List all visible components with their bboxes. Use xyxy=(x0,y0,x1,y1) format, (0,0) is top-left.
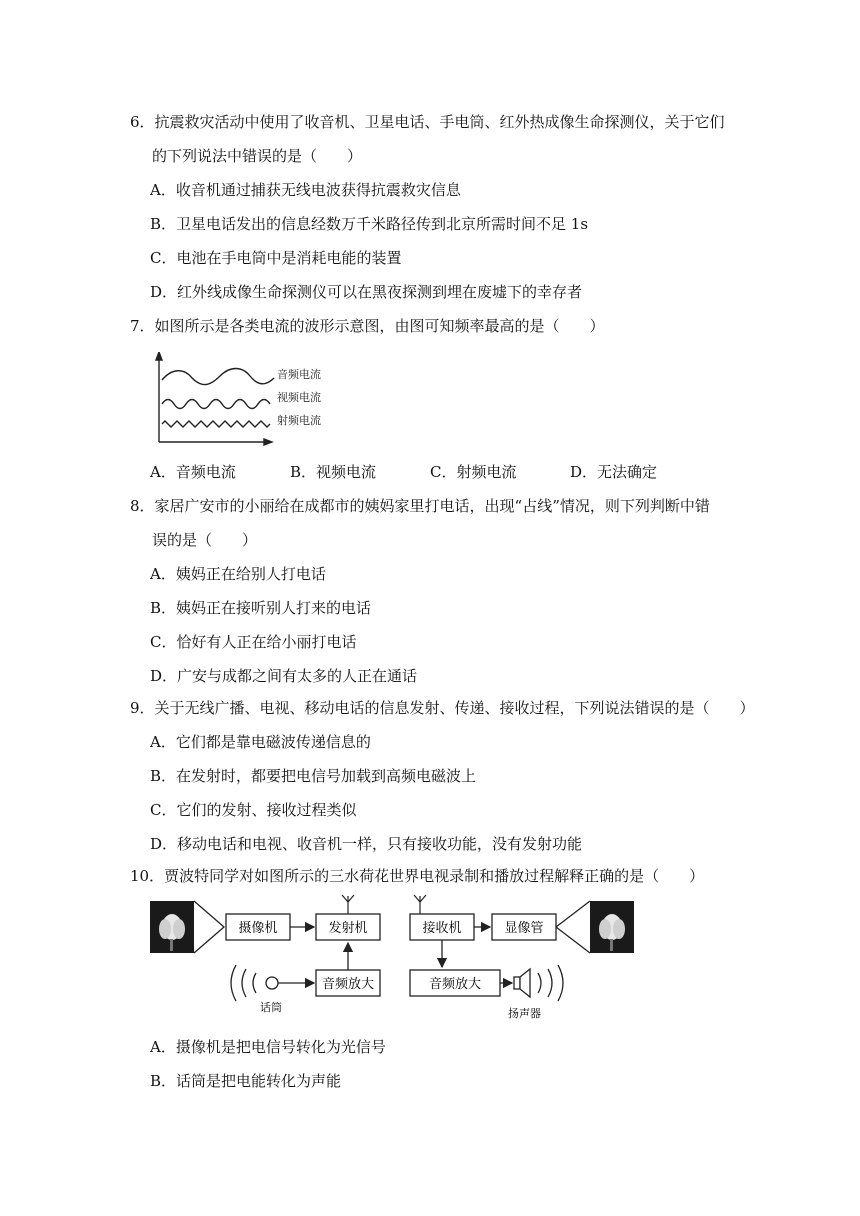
label-rf: 射频电流 xyxy=(277,415,321,427)
label-video: 视频电流 xyxy=(277,392,321,404)
q8-stem-line1: 8．家居广安市的小丽给在成都市的姨妈家里打电话，出现“占线”情况，则下列判断中错 xyxy=(130,497,710,515)
q9-option-d: D．移动电话和电视、收音机一样，只有接收功能，没有发射功能 xyxy=(150,835,583,853)
q6-option-a: A．收音机通过捕获无线电波获得抗震救灾信息 xyxy=(150,181,461,199)
q7-option-d: D．无法确定 xyxy=(570,463,658,481)
lens-cone-left xyxy=(194,901,224,953)
q7-option-c: C．射频电流 xyxy=(430,463,517,481)
q9-option-c: C．它们的发射、接收过程类似 xyxy=(150,801,357,819)
waveform-figure xyxy=(150,352,340,450)
q6-option-d: D．红外线成像生命探测仪可以在黑夜探测到埋在废墟下的幸存者 xyxy=(150,283,583,301)
q7-option-a: A．音频电流 xyxy=(150,463,236,481)
q8-option-c: C．恰好有人正在给小丽打电话 xyxy=(150,633,357,651)
q8-option-b: B．姨妈正在接听别人打来的电话 xyxy=(150,599,372,617)
q9-option-a: A．它们都是靠电磁波传递信息的 xyxy=(150,733,371,751)
q10-option-a: A．摄像机是把电信号转化为光信号 xyxy=(150,1038,386,1056)
q8-stem-line2: 误的是（ ） xyxy=(152,531,258,549)
q6-stem-line2: 的下列说法中错误的是（ ） xyxy=(152,147,363,165)
audio-amp-right-label: 音频放大 xyxy=(428,976,482,991)
tv-broadcast-diagram xyxy=(148,893,668,1033)
q10-option-b: B．话筒是把电能转化为声能 xyxy=(150,1072,342,1090)
camera-label: 摄像机 xyxy=(238,920,278,935)
q9-option-b: B．在发射时，都要把电信号加载到高频电磁波上 xyxy=(150,767,477,785)
microphone-label: 话筒 xyxy=(260,1002,282,1014)
receiver-label: 接收机 xyxy=(422,920,462,935)
q8-option-d: D．广安与成都之间有太多的人正在通话 xyxy=(150,667,418,685)
q10-stem-line1: 10．贾波特同学对如图所示的三水荷花世界电视录制和播放过程解释正确的是（ ） xyxy=(130,867,705,885)
transmitter-label: 发射机 xyxy=(328,920,368,935)
antenna-right-icon xyxy=(414,895,426,914)
video-wave xyxy=(162,400,270,409)
q7-stem-line1: 7．如图所示是各类电流的波形示意图，由图可知频率最高的是（ ） xyxy=(130,317,605,335)
lens-cone-right xyxy=(556,927,590,953)
fig7-x-arrow xyxy=(264,439,272,445)
q9-stem-line1: 9．关于无线广播、电视、移动电话的信息发射、传递、接收过程，下列说法错误的是（ ） xyxy=(130,699,755,717)
fig7-y-arrow xyxy=(156,352,162,360)
q6-option-c: C．电池在手电筒中是消耗电能的装置 xyxy=(150,249,402,267)
lotus-image-right xyxy=(590,901,634,953)
audio-amp-left-label: 音频放大 xyxy=(321,976,375,991)
q6-stem-line1: 6．抗震救灾活动中使用了收音机、卫星电话、手电筒、红外热成像生命探测仪，关于它们 xyxy=(130,113,725,131)
lotus-image-left xyxy=(150,901,194,953)
speaker-label: 扬声器 xyxy=(508,1008,541,1020)
speaker-icon xyxy=(514,965,563,1001)
rf-wave xyxy=(162,421,270,427)
q8-option-a: A．姨妈正在给别人打电话 xyxy=(150,565,326,583)
label-audio: 音频电流 xyxy=(277,369,321,381)
microphone-icon xyxy=(231,965,278,1001)
q7-options-row xyxy=(150,462,710,482)
q7-option-b: B．视频电流 xyxy=(290,463,377,481)
audio-wave xyxy=(162,369,274,385)
antenna-left-icon xyxy=(342,895,354,914)
picture-tube-label: 显像管 xyxy=(504,920,544,935)
q6-option-b: B．卫星电话发出的信息经数万千米路径传到北京所需时间不足 1s xyxy=(150,215,589,233)
